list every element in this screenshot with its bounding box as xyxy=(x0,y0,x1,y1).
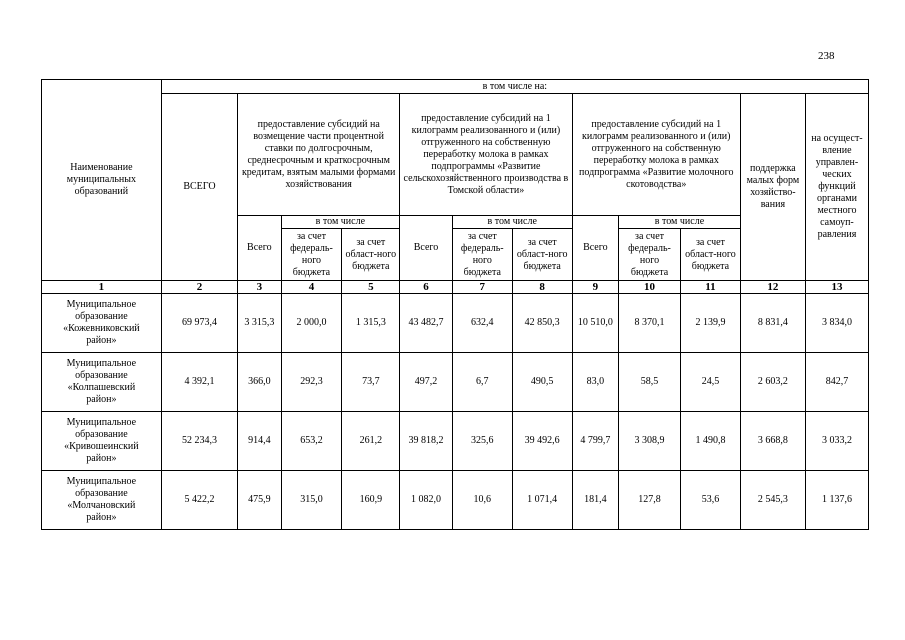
column-index-cell: 10 xyxy=(619,281,681,294)
value-cell: 632,4 xyxy=(452,294,512,353)
header-all-3: Всего xyxy=(572,216,618,281)
value-cell: 2 000,0 xyxy=(281,294,342,353)
header-federal-2: за счет федераль-ного бюджета xyxy=(452,229,512,281)
value-cell: 69 973,4 xyxy=(161,294,237,353)
table-row xyxy=(42,471,869,530)
column-index-cell: 6 xyxy=(400,281,453,294)
value-cell: 3 315,3 xyxy=(238,294,281,353)
header-federal-3: за счет федераль-ного бюджета xyxy=(619,229,681,281)
value-cell: 1 315,3 xyxy=(342,294,400,353)
value-cell: 2 545,3 xyxy=(740,471,805,530)
value-cell: 842,7 xyxy=(805,353,868,412)
value-cell: 10,6 xyxy=(452,471,512,530)
header-functions: на осущест-вление управлен-ческих функций органами местного самоуп-равления xyxy=(805,94,868,281)
value-cell: 4 392,1 xyxy=(161,353,237,412)
value-cell: 24,5 xyxy=(681,353,741,412)
header-group2: предоставление субсидий на 1 килограмм реализованного и (или) отгруженного на собственную переработку молока в рамках подпрограммы «Развитие сельскохозяйственного производства в Томской области» xyxy=(400,94,572,216)
value-cell: 160,9 xyxy=(342,471,400,530)
value-cell: 73,7 xyxy=(342,353,400,412)
page-number: 238 xyxy=(818,50,835,62)
value-cell: 5 422,2 xyxy=(161,471,237,530)
column-index-cell: 4 xyxy=(281,281,342,294)
table-row xyxy=(42,412,869,471)
municipality-name: Муниципальное образование «Молчановский район» xyxy=(42,471,162,530)
table-row xyxy=(42,353,869,412)
header-incl-sub-2: в том числе xyxy=(452,216,572,229)
column-index-cell: 5 xyxy=(342,281,400,294)
value-cell: 8 831,4 xyxy=(740,294,805,353)
table-row xyxy=(42,294,869,353)
header-regional-2: за счет област-ного бюджета xyxy=(512,229,572,281)
value-cell: 6,7 xyxy=(452,353,512,412)
header-incl-main: в том числе на: xyxy=(161,80,868,94)
value-cell: 3 834,0 xyxy=(805,294,868,353)
value-cell: 83,0 xyxy=(572,353,618,412)
value-cell: 43 482,7 xyxy=(400,294,453,353)
value-cell: 52 234,3 xyxy=(161,412,237,471)
value-cell: 8 370,1 xyxy=(619,294,681,353)
header-support: поддержка малых форм хозяйство-вания xyxy=(740,94,805,281)
value-cell: 42 850,3 xyxy=(512,294,572,353)
value-cell: 10 510,0 xyxy=(572,294,618,353)
header-all-2: Всего xyxy=(400,216,453,281)
header-federal-1: за счет федераль-ного бюджета xyxy=(281,229,342,281)
value-cell: 261,2 xyxy=(342,412,400,471)
value-cell: 1 071,4 xyxy=(512,471,572,530)
value-cell: 4 799,7 xyxy=(572,412,618,471)
value-cell: 181,4 xyxy=(572,471,618,530)
value-cell: 1 082,0 xyxy=(400,471,453,530)
municipality-name: Муниципальное образование «Кривошеинский район» xyxy=(42,412,162,471)
column-index-cell: 13 xyxy=(805,281,868,294)
column-index-cell: 9 xyxy=(572,281,618,294)
header-regional-1: за счет област-ного бюджета xyxy=(342,229,400,281)
value-cell: 3 033,2 xyxy=(805,412,868,471)
value-cell: 366,0 xyxy=(238,353,281,412)
value-cell: 292,3 xyxy=(281,353,342,412)
header-name-col: Наименование муниципальных образований xyxy=(42,80,162,281)
municipality-name: Муниципальное образование «Кожевниковский район» xyxy=(42,294,162,353)
column-index-cell: 1 xyxy=(42,281,162,294)
value-cell: 1 490,8 xyxy=(681,412,741,471)
value-cell: 2 603,2 xyxy=(740,353,805,412)
municipality-name: Муниципальное образование «Колпашевский район» xyxy=(42,353,162,412)
column-index-cell: 11 xyxy=(681,281,741,294)
budget-table xyxy=(41,79,869,530)
header-group3: предоставление субсидий на 1 килограмм реализованного и (или) отгруженного на собственную переработку молока в рамках подпрограмма «Развитие молочного скотоводства» xyxy=(572,94,740,216)
header-all-1: Всего xyxy=(238,216,281,281)
column-index-cell: 3 xyxy=(238,281,281,294)
value-cell: 490,5 xyxy=(512,353,572,412)
header-total: ВСЕГО xyxy=(161,94,237,281)
value-cell: 3 308,9 xyxy=(619,412,681,471)
column-index-row xyxy=(42,281,869,294)
column-index-cell: 7 xyxy=(452,281,512,294)
value-cell: 914,4 xyxy=(238,412,281,471)
header-incl-sub-3: в том числе xyxy=(619,216,741,229)
column-index-cell: 8 xyxy=(512,281,572,294)
value-cell: 315,0 xyxy=(281,471,342,530)
value-cell: 53,6 xyxy=(681,471,741,530)
value-cell: 653,2 xyxy=(281,412,342,471)
value-cell: 39 818,2 xyxy=(400,412,453,471)
value-cell: 325,6 xyxy=(452,412,512,471)
header-incl-sub-1: в том числе xyxy=(281,216,400,229)
value-cell: 58,5 xyxy=(619,353,681,412)
value-cell: 497,2 xyxy=(400,353,453,412)
value-cell: 1 137,6 xyxy=(805,471,868,530)
column-index-cell: 2 xyxy=(161,281,237,294)
value-cell: 475,9 xyxy=(238,471,281,530)
value-cell: 127,8 xyxy=(619,471,681,530)
value-cell: 2 139,9 xyxy=(681,294,741,353)
header-regional-3: за счет област-ного бюджета xyxy=(681,229,741,281)
header-group1: предоставление субсидий на возмещение части процентной ставки по долгосрочным, среднесрочным и краткосрочным кредитам, взятым малыми формами хозяйствования xyxy=(238,94,400,216)
value-cell: 39 492,6 xyxy=(512,412,572,471)
column-index-cell: 12 xyxy=(740,281,805,294)
value-cell: 3 668,8 xyxy=(740,412,805,471)
